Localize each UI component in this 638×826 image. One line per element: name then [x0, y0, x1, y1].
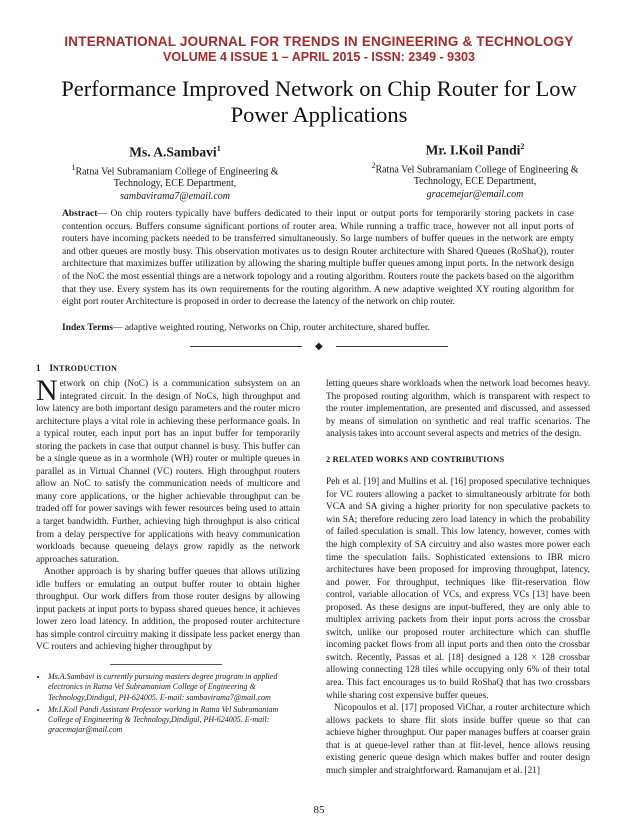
page-number: 85	[313, 804, 325, 816]
author-1	[55, 140, 295, 203]
abstract-text: — On chip routers typically have buffers dedicated to their input or output ports for temporarily storing packets in case contention occurs. Buffers consume significant portions of router area. While running a traffic trace, however not all input ports of routers have incoming packets needed to be transferred simultaneously. So large numbers of buffer queues in the network are empty and other queues are mostly busy. This observation motivates us to design Router architecture with Shared Queues (RoShaQ), router architecture that maximizes buffer utilization by allowing the sharing multiple buffer queues among input ports. In the network design of the NoC the most essential things are a network topology and a routing algorithm. Routers route the packets based on the algorithm that they use. Every system has its own requirements for the routing algorithm. A new adaptive weighted XY routing algorithm for eight port router Architecture is proposed in order to decrease the latency of the network on chip router.	[62, 209, 574, 308]
footnote-rule	[110, 664, 222, 665]
index-terms-text: — adaptive weighted routing, Networks on Chip, router architecture, shared buffer.	[112, 323, 430, 333]
author-2-affiliation: $^2$Ratna Vel Subramaniam College of Engineering & Technology, ECE Department,	[371, 160, 579, 188]
intro-paragraph-2: Another approach is by sharing buffer queues that allows utilizing idle buffers or emulating an output buffer router to obtain higher throughput. Our work differs from those router designs by allowing input packets at input ports to bypass shared queues hence, it achieves lower zero load latency. In addition, the proposed router architecture has simple control circuitry making it dissipate less packet energy than VC routers and achieving higher throughput by	[36, 567, 300, 653]
right-column	[326, 378, 590, 777]
author-1-affiliation: $^1$Ratna Vel Subramaniam College of Engineering & Technology, ECE Department,	[71, 162, 279, 190]
section-1-heading: 1 INTRODUCTION	[36, 363, 118, 373]
paper-title: Performance Improved Network on Chip Router for Low Power Applications	[61, 76, 577, 127]
diamond-icon: ◆	[315, 341, 323, 352]
related-paragraph-2: Nicopoulos et al. [17] proposed ViChar, a router architecture which allows packets to share flit slots inside buffer queue so that can achieve higher throughput. Our paper manages buffers at coarser grain that is at queue-level rather than at flit-level, hence allows reusing existing generic queue design which makes buffer and router design much simpler and straightforward. Ramanujam et al. [21]	[326, 703, 590, 776]
author-2	[350, 138, 600, 201]
divider-line-right	[336, 346, 448, 347]
section-divider	[190, 341, 448, 353]
author-2-email: gracemejar@email.com	[426, 188, 524, 200]
abstract-label: Abstract	[62, 209, 98, 219]
related-paragraph-1: Peh et al. [19] and Mullins et al. [16] proposed speculative techniques for VC routers allowing a packet to simultaneously arbitrate for both VCA and SA giving a higher priority for non speculative packets to win SA; therefore reducing zero load latency in which the probability of failed speculation is small. This low latency, however, comes with the high complexity of SA circuitry and also wastes more power each time the speculation fails. Sophisticated extensions to IBR micro architectures have been proposed for improving throughput, latency, and power. For throughput, techniques like flit-reservation flow control, variable allocation of VCs, and express VCs [13] have been proposed. As these designs are input-buffered, they are only able to multiplex arriving packets from their input ports across the crossbar switch, unlike our proposed router architecture which can shuffle incoming packet flows from all input ports and then onto the crossbar switch. Recently, Passas et al. [18] designed a 128 × 128 crossbar allowing connecting 128 tiles while occupying only 6% of their total area. This fact encourages us to build RoShaQ that has two crossbars while sharing cost expensive buffer queues.	[326, 477, 590, 701]
footnote-author-2: • Mr.I.Koil Pandi Assistant Professor working in Ratna Vel Subramaniam College of Engineering & Technology,Dindigul, PH-624005. E-mail: gracemajar@mail.com	[48, 705, 296, 736]
abstract	[62, 208, 574, 309]
left-column	[36, 374, 300, 654]
journal-volume-issue: VOLUME 4 ISSUE 1 – APRIL 2015 - ISSN: 2349 - 9303	[163, 50, 475, 64]
drop-cap: N	[36, 374, 58, 407]
footnotes	[36, 672, 296, 738]
section-2-heading: 2 RELATED WORKS AND CONTRIBUTIONS	[326, 454, 505, 464]
divider-line-left	[190, 346, 302, 347]
author-1-name: Ms. A.Sambavi$^1$	[129, 144, 221, 160]
author-2-name: Mr. I.Koil Pandi$^2$	[425, 142, 525, 158]
author-1-email: sambavirama7@email.com	[119, 190, 231, 202]
intro-paragraph-3: letting queues share workloads when the network load becomes heavy. The proposed routing algorithm, which is transparent with respect to the router implementation, are presented and discussed, and assessed by means of simulation on synthetic and real traffic scenarios. The analysis takes into account several aspects and metrics of the design.	[326, 379, 590, 440]
journal-name: INTERNATIONAL JOURNAL FOR TRENDS IN ENGINEERING & TECHNOLOGY	[64, 34, 574, 49]
index-terms-label: Index Terms	[62, 323, 113, 333]
index-terms	[62, 322, 574, 335]
footnote-author-1: • Ms.A.Sambavi is currently pursuing masters degree program in applied electronics in Ratna Vel Subramaniam College of Engineering & Technology,Dindigul, PH-624005. E-mail: sambavirama7@mail.com	[48, 672, 296, 703]
intro-paragraph-1: Network on chip (NoC) is a communication subsystem on an integrated circuit. In the design of NoCs, high throughput and low latency are both important design parameters and the router micro architecture plays a vital role in achieving these performance goals. In a typical router, each input port has an input buffer for temporarily storing the packets in case that output channel is busy. This buffer can be a single queue as in a wormhole (WH) router or multiple queues in parallel as in Virtual Channel (VC) routers. High throughput routers allow an NoC to satisfy the communication needs of multicore and many core applications, or the higher achievable throughput can be traded off for power savings with fewer resources being used to attain a target bandwidth. Further, achieving high throughput is also critical from a delay perspective for applications with heavy communication workloads because queueing delays grow rapidly as the network approaches saturation.	[36, 374, 300, 565]
